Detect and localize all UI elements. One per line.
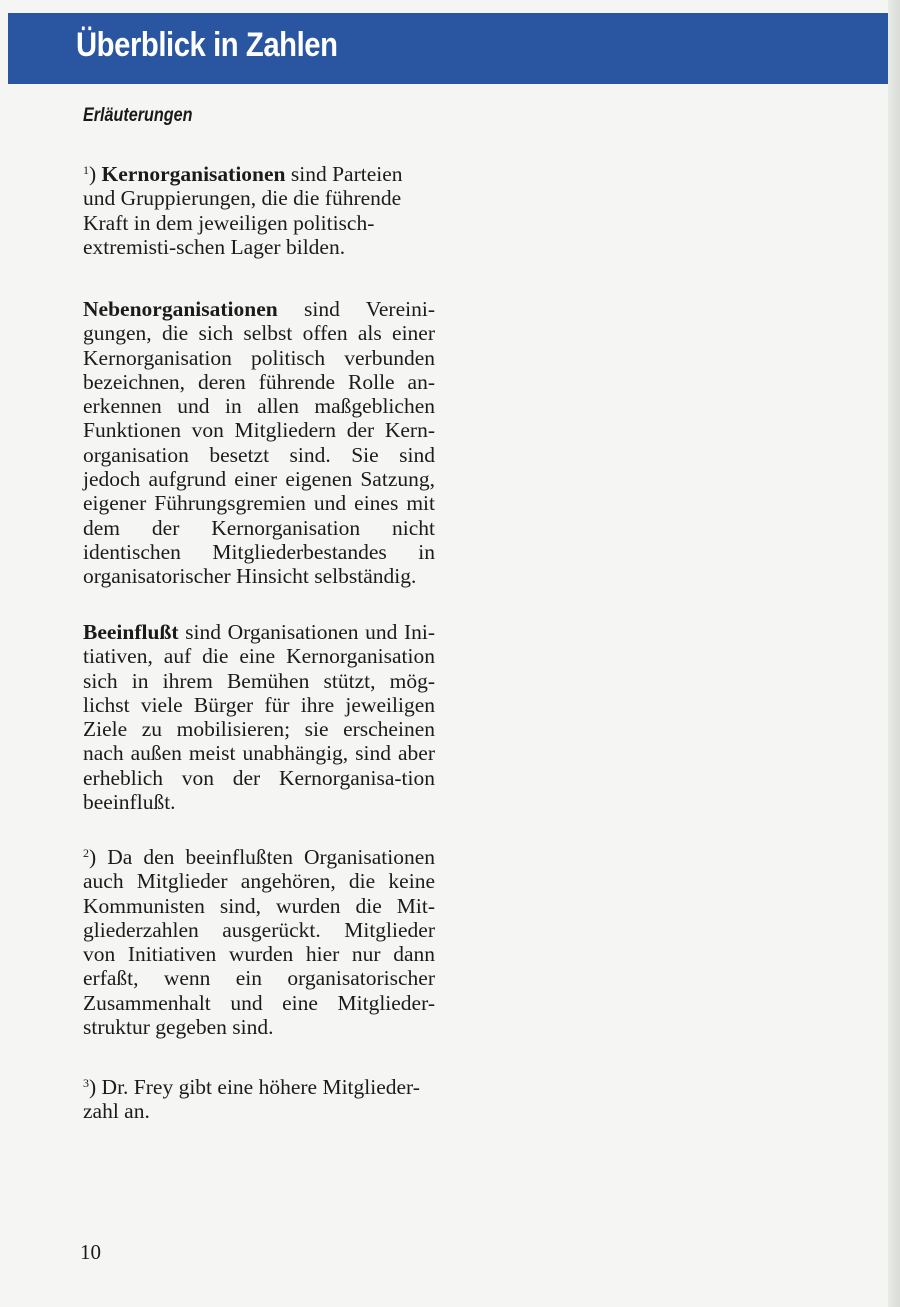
definition-beeinflusst — [83, 620, 435, 814]
definition-nebenorganisationen — [83, 297, 435, 589]
footnote-1: $^1$) Kernorganisationen sind Parteien und Gruppierungen, die die führende Kraft in dem jeweiligen politisch-extremisti-schen Lager bilden. — [83, 162, 403, 259]
footnote-marker: 1 — [83, 163, 89, 177]
footnote-text: Dr. Frey gibt eine höhere Mitglieder-zahl an. — [83, 1075, 420, 1124]
section-heading: Erläuterungen — [83, 105, 193, 126]
footnote-2: $^2$) Da den beeinflußten Organisationen auch Mitglieder angehören, die keine Kommunisten sind, wurden die Mit-gliederzahlen ausgerückt. Mitglieder von Initiativen wurden hier nur dann erfaßt, wenn ein organisatorischer Zusammenhalt und eine Mitglieder-struktur gegeben sind. — [83, 845, 435, 1040]
page-title: Überblick in Zahlen — [76, 26, 338, 64]
term-kernorganisationen: Kernorganisationen — [101, 162, 286, 186]
footnote-text: Da den beeinflußten Organisationen auch Mitglieder angehören, die keine Kommunisten sind, wurden die Mit-gliederzahlen ausgerückt. Mitglieder von Initiativen wurden hier nur dann erfaßt, wenn ein organisatorischer Zusammenhalt und eine Mitglieder-struktur gegeben sind. — [83, 845, 435, 1040]
term-nebenorganisationen: Nebenorganisationen — [83, 297, 278, 321]
definition-text: sind Vereini-gungen, die sich selbst offen als einer Kernorganisation politisch verbunden bezeichnen, deren führende Rolle an-erkennen und in allen maßgeblichen Funktionen von Mitgliedern der Kern-organisation besetzt sind. Sie sind jedoch aufgrund einer eigenen Satzung, eigener Führungsgremien und eines mit dem der Kernorganisation nicht identischen Mitgliederbestandes in organisatorischer Hinsicht selbständig. — [83, 297, 435, 589]
footnote-3: $^3$) Dr. Frey gibt eine höhere Mitglieder-zahl an. — [83, 1075, 420, 1124]
footnote-marker: 3 — [83, 1076, 89, 1090]
definition-text: sind Organisationen und Ini-tiativen, auf die eine Kernorganisation sich in ihrem Bemühen stützt, mög-lichst viele Bürger für ihre jeweiligen Ziele zu mobilisieren; sie erscheinen nach außen meist unabhängig, sind aber erheblich von der Kernorganisa-tion beeinflußt. — [83, 620, 435, 815]
term-beeinflusst: Beeinflußt — [83, 620, 179, 644]
page-number: 10 — [80, 1240, 101, 1264]
footnote-marker: 2 — [83, 846, 89, 860]
page-edge-shadow — [888, 0, 900, 1307]
definition-text: sind Parteien und Gruppierungen, die die führende Kraft in dem jeweiligen politisch-extremisti-schen Lager bilden. — [83, 162, 403, 259]
